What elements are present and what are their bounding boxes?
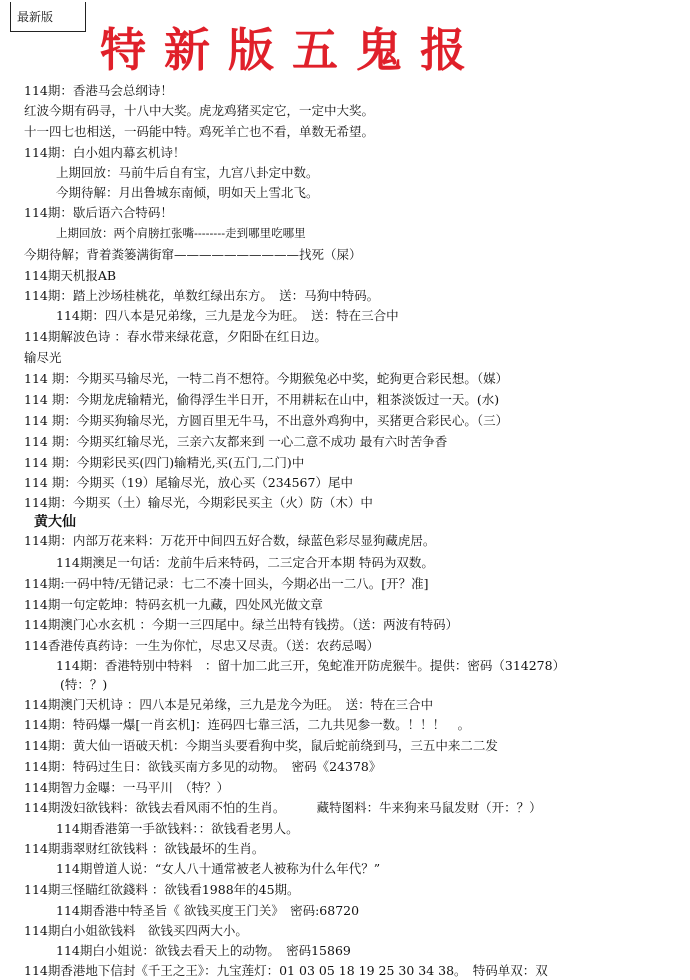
text-line: 114期:一码中特/无错记录：七二不凑十回头，今期必出一二八。[开？准] (24, 576, 429, 591)
text-line: 114期香港第一手欲钱料：：欲钱看老男人。 (56, 821, 299, 836)
edition-badge: 最新版 (10, 2, 86, 32)
text-line: 今期待解；背着粪篓满街窜——————————找死（屎） (24, 247, 362, 262)
text-line: 114 期：今期买马输尽光，一特二肖不想符。今期猴兔必中奖，蛇狗更合彩民想。（媒） (24, 371, 509, 386)
text-line: 114期澳门天机诗 ：四八本是兄弟缘，三九是龙今为旺。 送：特在三合中 (24, 697, 434, 712)
text-line: 114期澳门心水玄机 ：今期一三四尾中。绿兰出特有钱捞。（送：两波有特码） (24, 617, 459, 632)
text-line: 114期：香港马会总纲诗！ (24, 83, 173, 98)
text-line: 114 期：今期龙虎输精光，偷得浮生半日开，不用耕耘在山中，粗茶淡饭过一天。(水) (24, 392, 500, 407)
text-line: 114期：踏上沙场桂桃花，单数红绿出东方。 送：马狗中特码。 (24, 288, 380, 303)
text-line: 114期智力金曝：一马平川 （特？） (24, 780, 230, 795)
text-line: (特：？) (60, 677, 108, 692)
text-line: 114期天机报AB (24, 268, 117, 283)
text-line: 红波今期有码寻，十八中大奖。虎龙鸡猪买定它，一定中大奖。 (24, 103, 375, 118)
section-heading: 黄大仙 (34, 514, 76, 530)
text-line: 114期曾道人说：“女人八十通常被老人被称为什么年代？” (56, 861, 381, 876)
text-line: 114期澳足一句话：龙前牛后来特码，二三定合开本期 特码为双数。 (56, 555, 434, 570)
text-line: 114期翡翠财红欲钱料 ：欲钱最坏的生肖。 (24, 841, 265, 856)
text-line: 十一四七也相送，一码能中特。鸡死羊亡也不看，单数无希望。 (24, 124, 375, 139)
text-line: 114期：黄大仙一语破天机：今期当头要看狗中奖，鼠后蛇前绕到马，三五中来二二发 (24, 738, 498, 753)
text-line: 114 期：今期买狗输尽光，方圆百里无牛马，不出意外鸡狗中，买猪更合彩民心。（三） (24, 413, 509, 428)
text-line: 上期回放：两个肩膀扛张嘴--------走到哪里吃哪里 (56, 226, 306, 240)
text-line: 114期白小姐说：欲钱去看天上的动物。 密码15869 (56, 943, 351, 958)
text-line: 114期泼妇欲钱料：欲钱去看风雨不怕的生肖。 藏特图料：牛来狗来马鼠发财（开：？） (24, 800, 542, 815)
text-line: 114期：今期买（土）输尽光，今期彩民买主（火）防（木）中 (24, 495, 373, 510)
text-line: 114期白小姐欲钱料 欲钱买四两大小。 (24, 923, 248, 938)
text-line: 114期解波色诗 ：春水带来绿花意，夕阳卧在红日边。 (24, 329, 327, 344)
text-line: 114期：歇后语六合特码！ (24, 205, 173, 220)
text-line: 114香港传真药诗：一生为你忙，尽忠又尽责。（送：农药忌喝） (24, 638, 380, 653)
text-line: 输尽光 (24, 350, 62, 365)
text-line: 114期三怪瞄红欲錢料 ：欲钱看1988年的45期。 (24, 882, 300, 897)
text-line: 114期：特码过生日：欲钱买南方多见的动物。 密码《24378》 (24, 759, 382, 774)
text-line: 114期：四八本是兄弟缘，三九是龙今为旺。 送：特在三合中 (56, 308, 399, 323)
text-line: 114期：白小姐内幕玄机诗！ (24, 145, 186, 160)
text-line: 114期：香港特别中特料 ：留十加二此三开，兔蛇准开防虎猴牛。提供：密码（314278） (56, 658, 566, 673)
text-line: 114期：内部万花来料：万花开中间四五好合数，绿蓝色彩尽显狗藏虎居。 (24, 533, 436, 548)
text-line: 上期回放：马前牛后自有宝，九宫八卦定中数。 (56, 165, 319, 180)
text-line: 114 期：今期买（19）尾输尽光，放心买（234567）尾中 (24, 475, 353, 490)
text-line: 114 期：今期买红输尽光，三亲六友都来到 一心二意不成功 最有六时苦争香 (24, 434, 448, 449)
text-line: 114期香港中特圣旨《 欲钱买度王门关》 密码:68720 (56, 903, 360, 918)
text-line: 114期：特码爆一爆[一肖玄机]：连码四七靠三活，二九共见参一数。！！！ 。 (24, 717, 471, 732)
text-line: 今期待解：月出鲁城东南倾，明如天上雪北飞。 (56, 185, 319, 200)
page-title: 特新版五鬼报 (100, 23, 484, 77)
text-line: 114期一句定乾坤：特码玄机一九藏，四处风光做文章 (24, 597, 323, 612)
text-line: 114 期：今期彩民买(四门)输精光,买(五门,二门)中 (24, 455, 305, 470)
text-line: 114期香港地下信封《千王之王》：九宝莲灯：01 03 05 18 19 25 30 34 38。 特码单双：双 (24, 963, 548, 978)
